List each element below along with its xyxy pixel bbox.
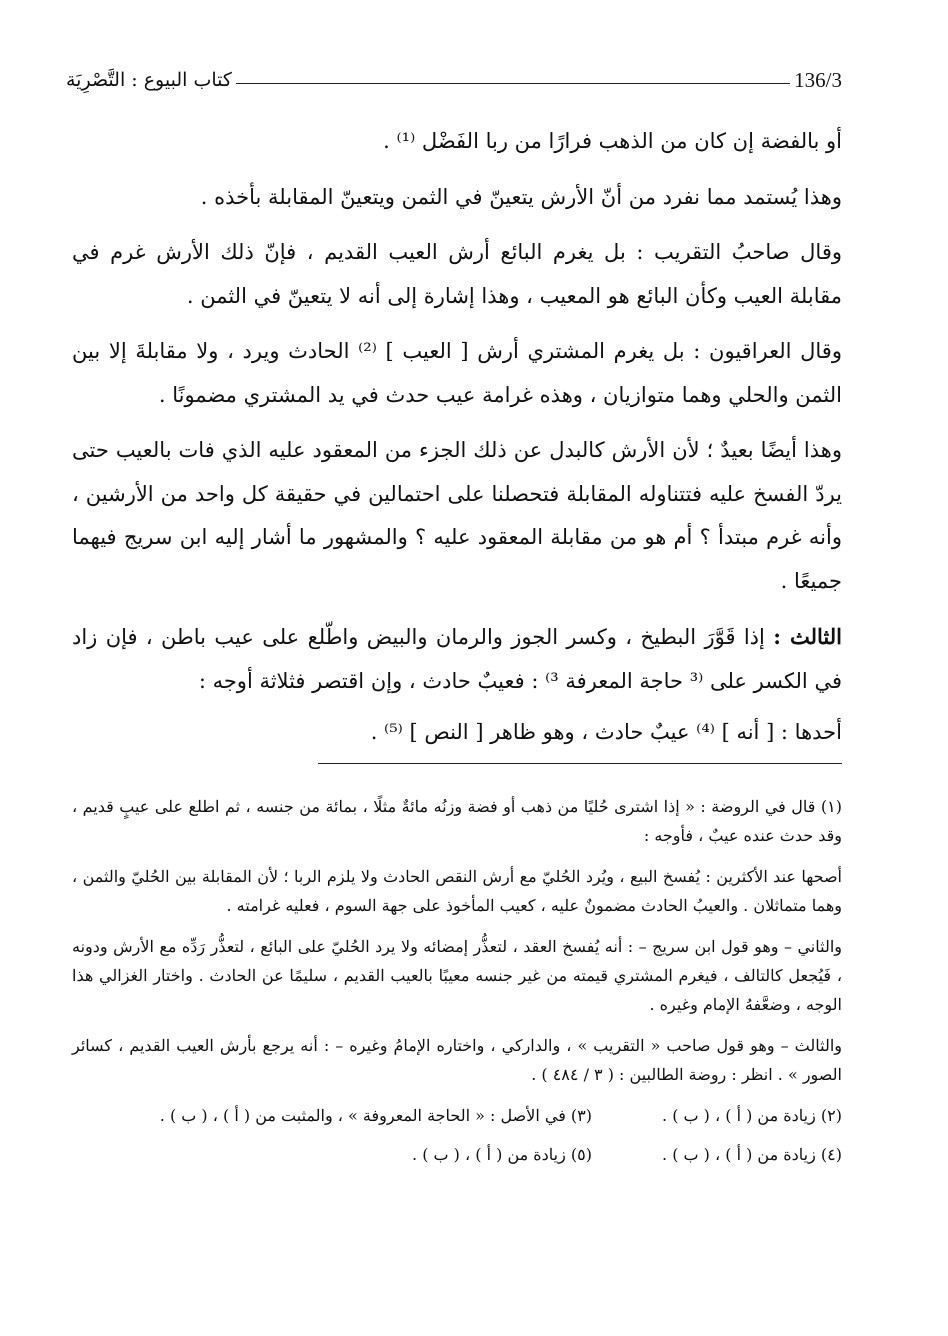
footnote-1-intro: (١) قال في الروضة : « إذا اشترى حُليًا من ذهب أو فضة وزنُه مائةٌ مثلًا ، بمائة من جنسه ، ثم اطلع على عيبٍ قديم ، وقد حدث عنده عيبٌ ، فأوجه :: [72, 797, 842, 845]
footnotes: [72, 792, 842, 1179]
footnote-5: (٥) زيادة من ( أ ) ، ( ب ) .: [412, 1145, 593, 1164]
paragraph-5: وهذا أيضًا بعيدٌ ؛ لأن الأرش كالبدل عن ذلك الجزء من المعقود عليه الذي فات بالعيب حتى يردّ الفسخ عليه فتتناوله المقابلة فتحصلنا على احتمالين في حقيقة كل واحد من الأرشين ، وأنه غرم مبتدأ ؟ أم هو من مقابلة المعقود عليه ؟ والمشهور ما أشار إليه ابن سريج فيهما جميعًا .: [72, 438, 842, 593]
footnote-divider: [318, 763, 842, 764]
third-case-text: إذا قَوَّرَ البطيخ ، وكسر الجوز والرمان والبيض واطّلع على عيب باطن ، فإن زاد في الكسر على ⁽³ حاجة المعرفة ³⁾ : فعيبٌ حادث ، وإن اقتصر فثلاثة أوجه :: [72, 625, 842, 693]
paragraph-3: وقال صاحبُ التقريب : بل يغرم البائع أرش العيب القديم ، فإنّ ذلك الأرش غرم في مقابلة العيب وكأن البائع هو المعيب ، وهذا إشارة إلى أنه لا يتعينّ في الثمن .: [72, 240, 842, 308]
footnote-row-4-5: [72, 1140, 842, 1169]
footnote-1-third-view: والثالث – وهو قول صاحب « التقريب » ، والداركي ، واختاره الإمامُ وغيره – : أنه يرجع بأرش العيب القديم ، كسائر الصور » . انظر : روضة الطالبين : ( ٣ / ٤٨٤ ) .: [72, 1036, 842, 1084]
footnote-2: (٢) زيادة من ( أ ) ، ( ب ) .: [662, 1106, 842, 1125]
header-rule: [236, 83, 790, 84]
paragraph-2: وهذا يُستمد مما نفرد من أنّ الأرش يتعينّ في الثمن ويتعينّ المقابلة بأخذه .: [200, 184, 842, 209]
footnote-4: (٤) زيادة من ( أ ) ، ( ب ) .: [662, 1145, 842, 1164]
footnote-row-2-3: [72, 1101, 842, 1130]
paragraph-first-view: أحدها : [ أنه ] ⁽⁴⁾ عيبٌ حادث ، وهو ظاهر [ النص ] ⁽⁵⁾ .: [370, 720, 842, 744]
footnote-1-second-view: والثاني – وهو قول ابن سريج – : أنه يُفسخ العقد ، لتعذُّر إمضائه ولا يرد الحُليّ على البائع ، لتعذُّر رَدِّه مع الأرش ودونه ، فَيُجعل كالتالف ، فيغرم المشتري قيمته من غير جنسه معيبًا بالعيب القديم ، سليمًا عن الحادث . واختار الغزالي هذا الوجه ، وضعَّفهُ الإمام وغيره .: [72, 937, 842, 1014]
footnote-1-first-view: أصحها عند الأكثرين : يُفسخ البيع ، ويُرد الحُليّ مع أرش النقص الحادث ولا يلزم الربا ؛ لأن المقابلة بين الحُليّ والثمن ، وهما متماثلان . والعيبُ الحادث مضمونٌ عليه ، كعيب المأخوذ على جهة السوم ، فعليه غرامته .: [72, 867, 842, 915]
footnote-3: (٣) في الأصل : « الحاجة المعروفة » ، والمثبت من ( أ ) ، ( ب ) .: [159, 1106, 593, 1125]
running-title: كتاب البيوع : التَّصْرِيَة: [66, 69, 232, 91]
main-text: [72, 120, 842, 767]
page-number: 136/3: [794, 67, 842, 92]
paragraph-third-case: [72, 615, 842, 703]
paragraph-4: وقال العراقيون : بل يغرم المشتري أرش [ العيب ] ⁽²⁾ الحادث ويرد ، ولا مقابلةَ إلا بين الثمن والحلي وهما متوازيان ، وهذه غرامة عيب حدث في يد المشتري مضمونًا .: [72, 339, 842, 407]
page-header: [60, 62, 842, 98]
third-case-lead: الثالث :: [773, 624, 842, 649]
paragraph-1: أو بالفضة إن كان من الذهب فرارًا من ربا الفَضْل ⁽¹⁾ .: [383, 129, 842, 153]
